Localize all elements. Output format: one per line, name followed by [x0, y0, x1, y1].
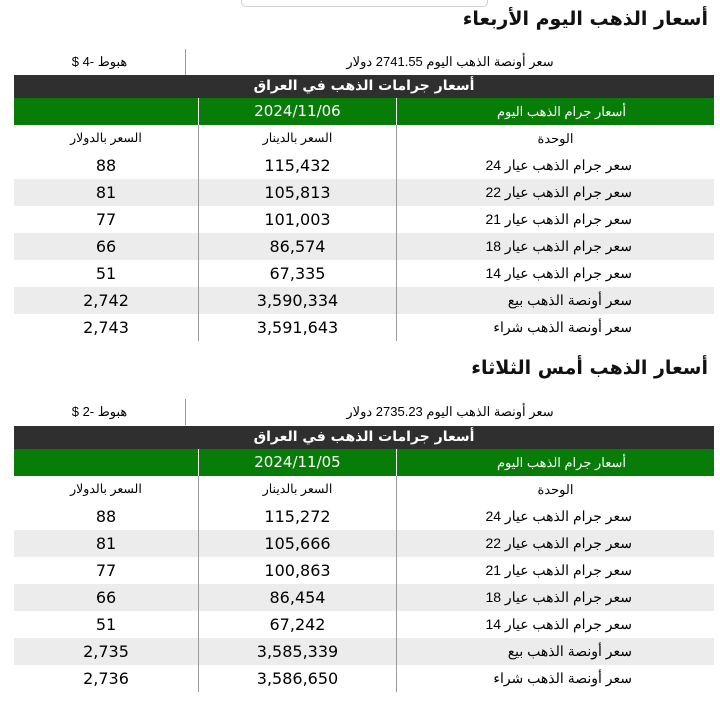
header-dollar: السعر بالدولار — [70, 482, 142, 496]
row-dinar: 105,666 — [198, 530, 397, 557]
row-dinar: 67,242 — [198, 611, 397, 638]
row-dinar: 3,585,339 — [198, 638, 397, 665]
price-change-text: هبوط -2 $ — [14, 399, 186, 425]
row-unit: سعر أونصة الذهب بيع — [507, 292, 632, 308]
row-unit: سعر جرام الذهب عيار 21 — [485, 211, 632, 227]
row-unit: سعر جرام الذهب عيار 14 — [485, 265, 632, 281]
table-row — [14, 530, 714, 557]
row-unit: سعر جرام الذهب عيار 24 — [485, 157, 632, 173]
table-date-bar — [14, 98, 714, 125]
top-search-box-edge — [241, 0, 488, 7]
row-unit: سعر جرام الذهب عيار 22 — [485, 535, 632, 551]
row-dollar: 2,736 — [83, 669, 129, 688]
row-dinar: 67,335 — [198, 260, 397, 287]
row-dinar: 105,813 — [198, 179, 397, 206]
table-row — [14, 557, 714, 584]
ounce-info-row — [14, 49, 714, 75]
table-row — [14, 314, 714, 341]
row-dinar: 86,454 — [198, 584, 397, 611]
table-date-bar — [14, 449, 714, 476]
gram-prices-label: أسعار جرام الذهب اليوم — [497, 455, 626, 470]
table-date: 2024/11/05 — [198, 449, 397, 476]
price-change-text: هبوط -4 $ — [14, 49, 186, 75]
header-dinar: السعر بالدينار — [198, 125, 397, 152]
row-dollar: 81 — [95, 183, 117, 202]
section-title: أسعار الذهب اليوم الأربعاء — [462, 8, 708, 30]
row-dollar: 77 — [95, 210, 117, 229]
table-row — [14, 503, 714, 530]
ounce-price-text: سعر أونصة الذهب اليوم 2735.23 دولار — [346, 404, 554, 419]
table-title-bar: أسعار جرامات الذهب في العراق — [14, 75, 714, 98]
table-row — [14, 584, 714, 611]
row-unit: سعر أونصة الذهب بيع — [507, 643, 632, 659]
row-dollar: 81 — [95, 534, 117, 553]
row-unit: سعر جرام الذهب عيار 24 — [485, 508, 632, 524]
row-unit: سعر جرام الذهب عيار 22 — [485, 184, 632, 200]
row-dollar: 2,735 — [83, 642, 129, 661]
table-header-row — [14, 476, 714, 503]
row-dollar: 77 — [95, 561, 117, 580]
row-dollar: 51 — [95, 615, 117, 634]
header-unit: الوحدة — [537, 131, 574, 146]
green-empty-cell — [14, 98, 198, 125]
header-dollar: السعر بالدولار — [70, 131, 142, 145]
row-dinar: 101,003 — [198, 206, 397, 233]
table-row — [14, 260, 714, 287]
row-dinar: 3,590,334 — [198, 287, 397, 314]
table-row — [14, 152, 714, 179]
table-row — [14, 611, 714, 638]
row-dinar: 3,591,643 — [198, 314, 397, 341]
ounce-info-row — [14, 399, 714, 425]
row-unit: سعر أونصة الذهب شراء — [493, 670, 632, 686]
green-empty-cell — [14, 449, 198, 476]
table-title-bar: أسعار جرامات الذهب في العراق — [14, 426, 714, 449]
row-unit: سعر جرام الذهب عيار 14 — [485, 616, 632, 632]
row-unit: سعر جرام الذهب عيار 18 — [485, 589, 632, 605]
row-unit: سعر جرام الذهب عيار 18 — [485, 238, 632, 254]
header-dinar: السعر بالدينار — [198, 476, 397, 503]
row-dollar: 51 — [95, 264, 117, 283]
price-table — [14, 125, 714, 341]
table-date: 2024/11/06 — [198, 98, 397, 125]
table-row — [14, 233, 714, 260]
section-title: أسعار الذهب أمس الثلاثاء — [471, 357, 708, 379]
price-table — [14, 476, 714, 692]
row-dinar: 86,574 — [198, 233, 397, 260]
row-dollar: 66 — [95, 588, 117, 607]
row-dinar: 3,586,650 — [198, 665, 397, 692]
gram-prices-label: أسعار جرام الذهب اليوم — [497, 104, 626, 119]
header-unit: الوحدة — [537, 482, 574, 497]
table-row — [14, 287, 714, 314]
row-dollar: 2,742 — [83, 291, 129, 310]
table-row — [14, 638, 714, 665]
table-row — [14, 206, 714, 233]
row-dinar: 115,432 — [198, 152, 397, 179]
row-dollar: 66 — [95, 237, 117, 256]
row-dollar: 88 — [95, 507, 117, 526]
table-header-row — [14, 125, 714, 152]
row-unit: سعر أونصة الذهب شراء — [493, 319, 632, 335]
row-dollar: 2,743 — [83, 318, 129, 337]
table-row — [14, 179, 714, 206]
row-dinar: 115,272 — [198, 503, 397, 530]
row-dinar: 100,863 — [198, 557, 397, 584]
row-dollar: 88 — [95, 156, 117, 175]
row-unit: سعر جرام الذهب عيار 21 — [485, 562, 632, 578]
table-row — [14, 665, 714, 692]
ounce-price-text: سعر أونصة الذهب اليوم 2741.55 دولار — [346, 54, 554, 69]
